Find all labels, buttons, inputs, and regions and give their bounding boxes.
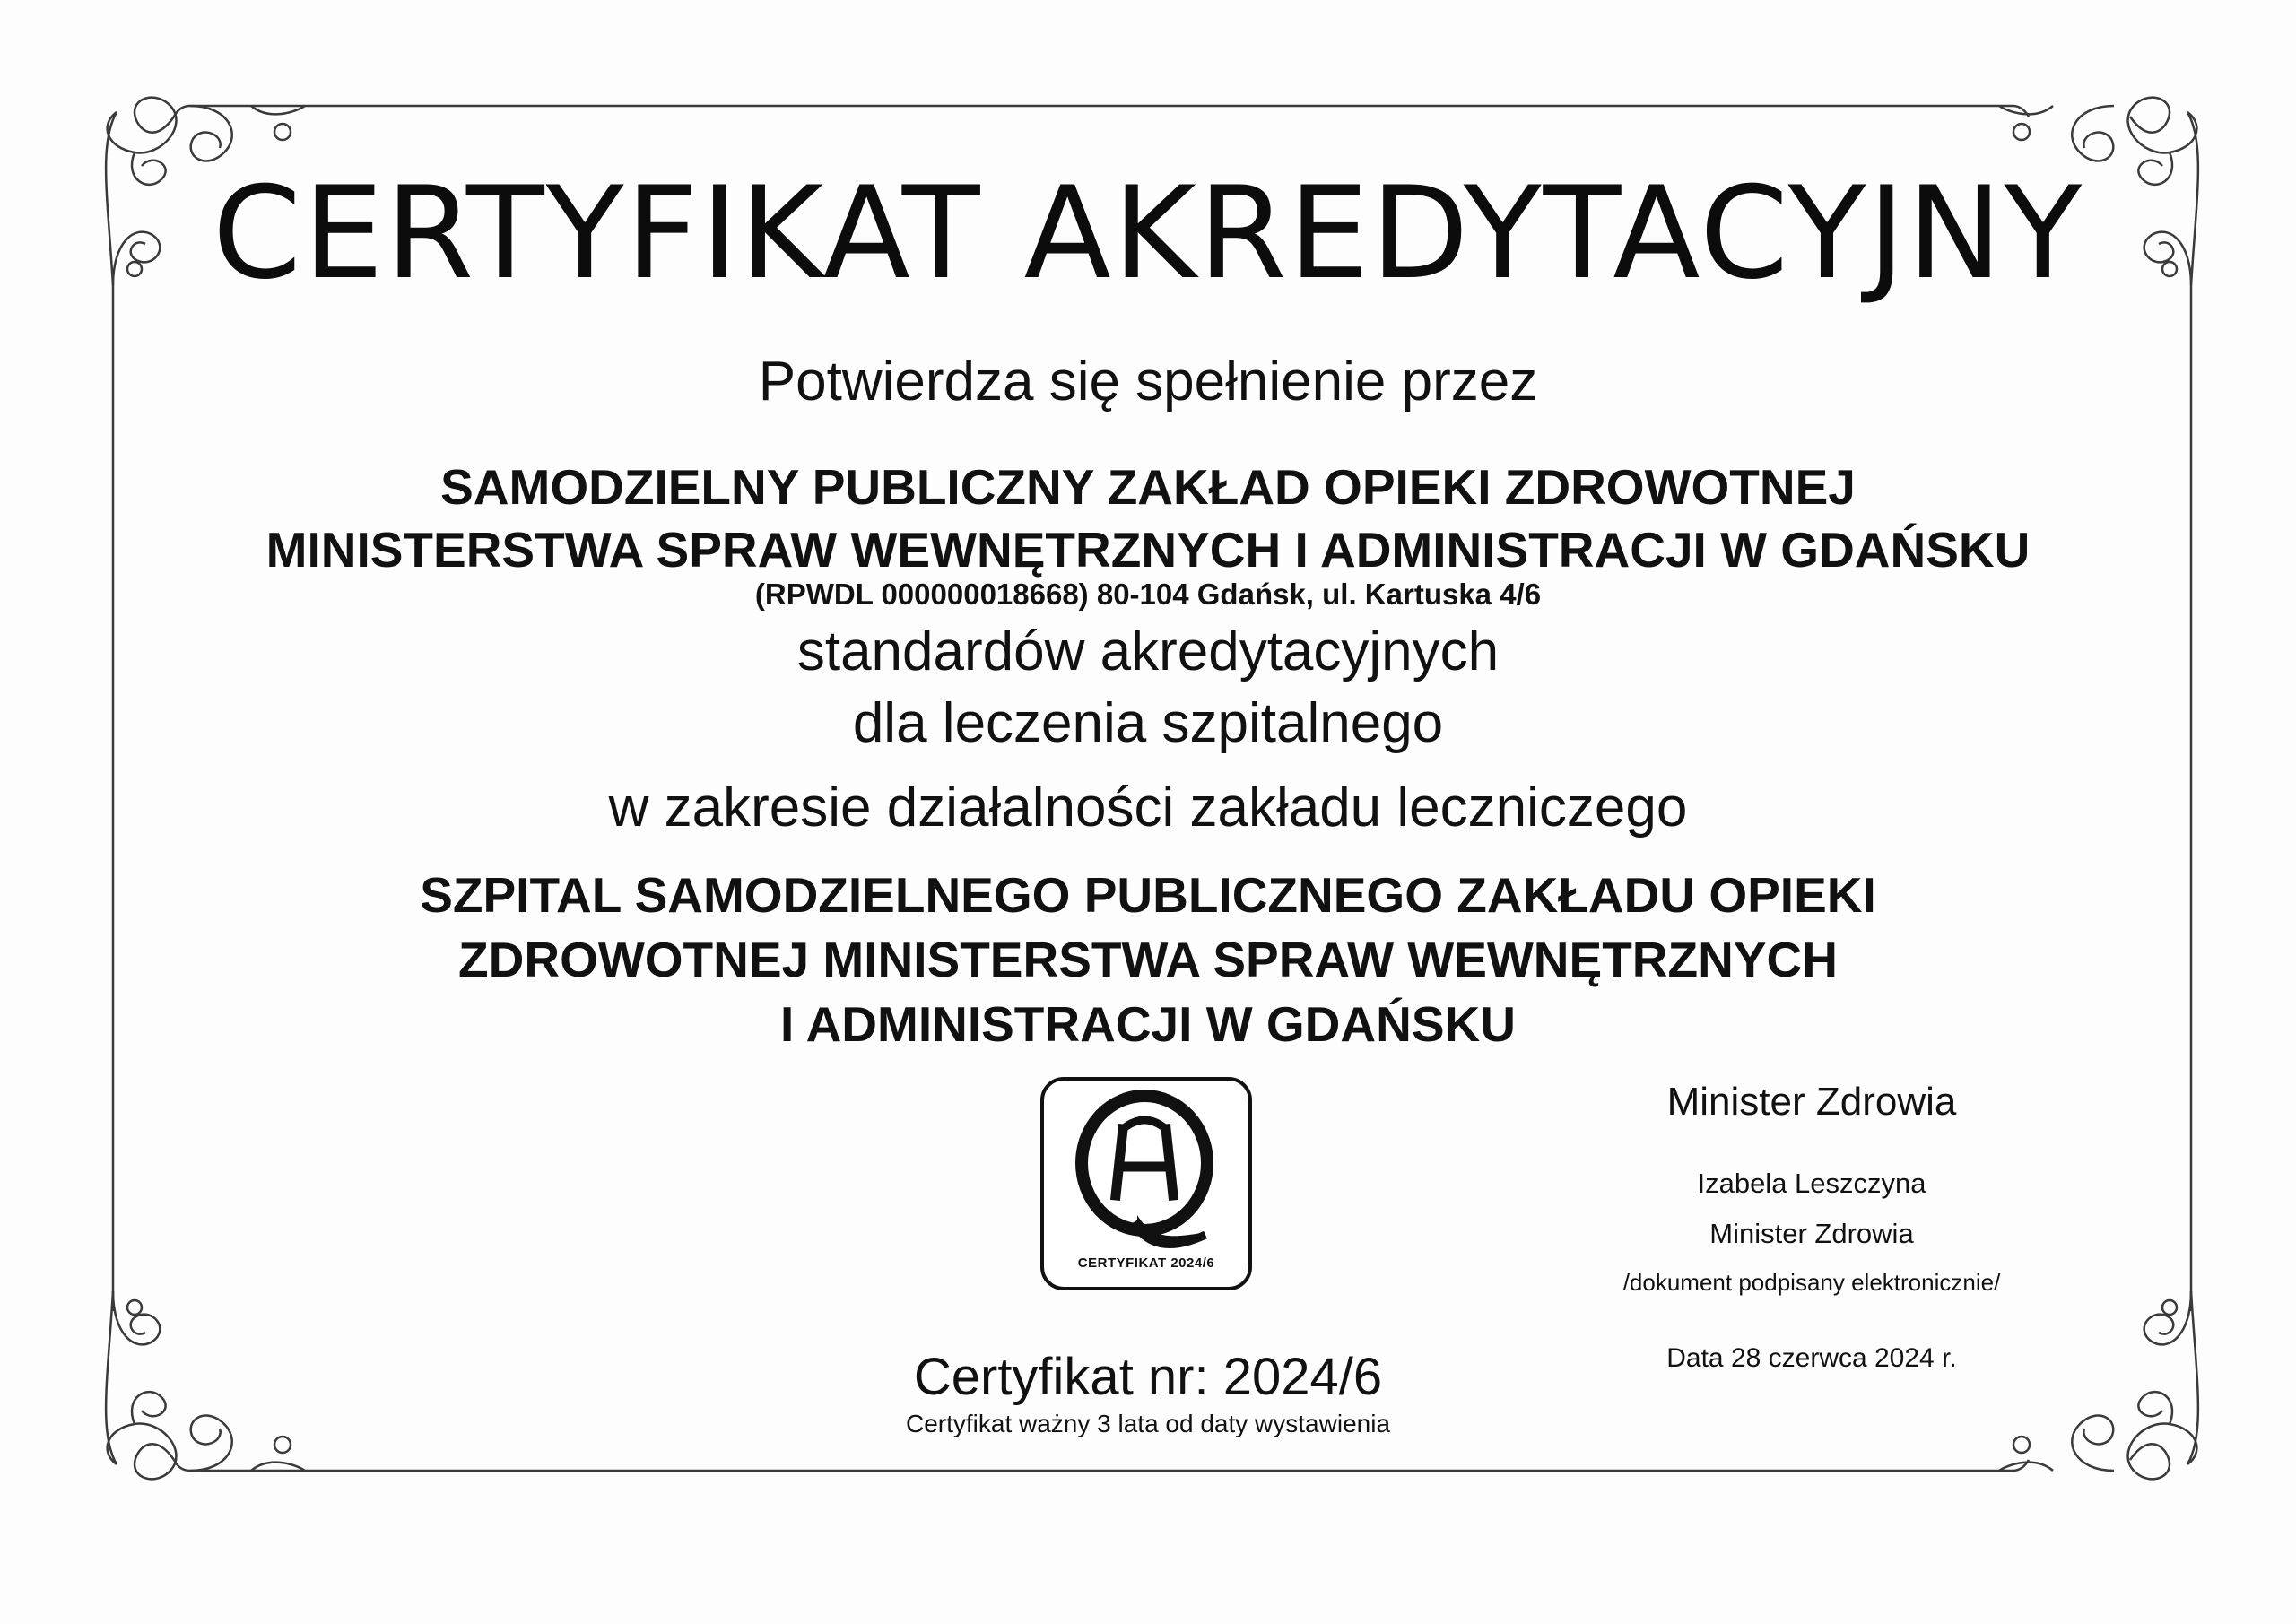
certificate-number: Certyfikat nr: 2024/6 bbox=[913, 1348, 1383, 1406]
accredited-entity-line: MINISTERSTWA SPRAW WEWNĘTRZNYCH I ADMINISTRACJI W GDAŃSKU bbox=[265, 522, 2031, 578]
accreditation-logo bbox=[1040, 1077, 1252, 1290]
accreditation-standards bbox=[0, 616, 2296, 760]
signatory-title: Minister Zdrowia bbox=[1666, 1080, 1957, 1124]
signatory-role: Minister Zdrowia bbox=[1709, 1218, 1914, 1249]
issue-date: Data 28 czerwca 2024 r. bbox=[1666, 1343, 1957, 1373]
accredited-entity-line: SAMODZIELNY PUBLICZNY ZAKŁAD OPIEKI ZDROWOTNEJ bbox=[440, 459, 1856, 515]
logo-label: CERTYFIKAT 2024/6 bbox=[1077, 1255, 1215, 1271]
certificate-validity: Certyfikat ważny 3 lata od daty wystawienia bbox=[905, 1410, 1391, 1437]
accreditation-scope: w zakresie działalności zakładu leczniczego bbox=[608, 777, 1688, 838]
facility-name-line: I ADMINISTRACJI W GDAŃSKU bbox=[780, 996, 1516, 1052]
facility-name bbox=[0, 863, 2296, 1056]
certificate-intro: Potwierdza się spełnienie przez bbox=[758, 351, 1538, 413]
facility-name-line: SZPITAL SAMODZIELNEGO PUBLICZNEGO ZAKŁADU OPIEKI bbox=[420, 867, 1876, 923]
standards-line: dla leczenia szpitalnego bbox=[852, 692, 1444, 754]
facility-name-line: ZDROWOTNEJ MINISTERSTWA SPRAW WEWNĘTRZNYCH bbox=[458, 932, 1838, 987]
signatory-name: Izabela Leszczyna bbox=[1697, 1168, 1926, 1199]
certificate-title: CERTYFIKAT AKREDYTACYJNY bbox=[212, 160, 2084, 308]
electronic-signature-note: /dokument podpisany elektronicznie/ bbox=[1622, 1269, 2001, 1296]
accredited-entity bbox=[0, 456, 2296, 581]
standards-line: standardów akredytacyjnych bbox=[796, 621, 1500, 682]
entity-address: (RPWDL 000000018668) 80-104 Gdańsk, ul. Kartuska 4/6 bbox=[754, 578, 1542, 611]
